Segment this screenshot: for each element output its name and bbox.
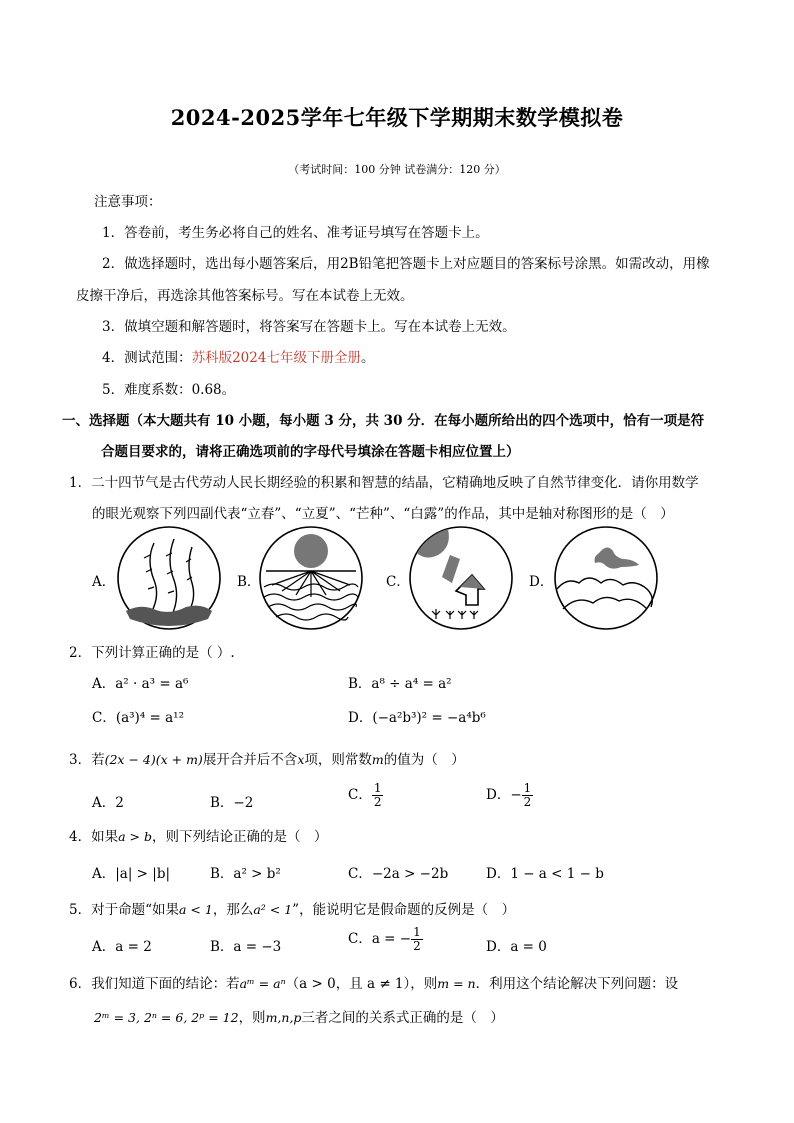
q4-stem-post: ，则下列结论正确的是（ ） (151, 829, 328, 845)
q1-stem-cont: 的眼光观察下列四副代表“立春”、“立夏”、“芒种”、“白露”的作品，其中是轴对称图形的是（ ） (92, 506, 674, 522)
note-5: 5．难度系数：0.68。 (102, 382, 236, 398)
mangzhong-figure (408, 525, 514, 631)
q5-option-c-fraction: $\frac{1}{2}$ (413, 925, 421, 953)
q4-option-c: C．−2a > −2b (348, 866, 449, 882)
q5-option-b: B．a = −3 (210, 939, 282, 955)
q6-stem-mid: ，则 (410, 976, 438, 992)
q1-label-a: A． (92, 574, 116, 590)
q3-option-c-label: C． (348, 787, 372, 803)
bailu-figure (553, 525, 659, 631)
q6-equation-1: aᵐ = aⁿ (239, 976, 286, 991)
q3-stem-post: 的值为（ ） (383, 752, 465, 768)
q6-stem-pre: 6．我们知道下面的结论：若 (69, 976, 240, 992)
q3-option-c-fraction: $\frac{1}{2}$ (373, 781, 382, 809)
q6-given-values: 2ᵐ = 3, 2ⁿ = 6, 2ᵖ = 12 (94, 1010, 239, 1025)
q6-variables: m,n,p (265, 1010, 302, 1025)
note-4-prefix: 4．测试范围： (102, 350, 192, 366)
q2-option-c: C．(a³)⁴ = a¹² (92, 710, 185, 726)
q4-stem-pre: 4．如果 (69, 829, 119, 845)
section-heading-cont: 合题目要求的，请将正确选项前的字母代号填涂在答题卡相应位置上） (101, 444, 520, 460)
q6-condition: （a > 0，且 a ≠ 1） (285, 976, 411, 992)
note-2: 2．做选择题时，选出每小题答案后，用2B铅笔把答题卡上对应题目的答案标号涂黑。如需改动，用橡 (102, 256, 710, 272)
q2-option-b: B．a⁸ ÷ a⁴ = a² (348, 676, 452, 692)
q4-option-b: B．a² > b² (210, 866, 281, 882)
q6-stem-post: ．利用这个结论解决下列问题：设 (475, 976, 679, 992)
q1-label-c: C． (386, 574, 410, 590)
q6-stem (69, 972, 678, 992)
q3-option-d (486, 782, 533, 809)
note-4-suffix: 。 (360, 350, 375, 366)
lixia-figure (258, 525, 364, 631)
q5-stem-pre: 5．对于命题“如果 (69, 902, 179, 918)
q2-option-a: A．a² · a³ = a⁶ (92, 676, 189, 692)
q3-stem-pre: 3．若 (69, 752, 105, 768)
note-4 (102, 346, 374, 366)
exam-info: （考试时间：100 分钟 试卷满分：120 分） (288, 163, 506, 176)
q6-stem-cont (94, 1006, 504, 1026)
q6-stem-post2: 三者之间的关系式正确的是（ ） (301, 1010, 504, 1026)
q6-stem-mid2: ，则 (238, 1010, 266, 1026)
q5-option-c (348, 926, 423, 953)
note-3: 3．做填空题和解答题时，将答案写在答题卡上。写在本试卷上无效。 (102, 319, 516, 335)
section-heading: 一、选择题（本大题共有 10 小题，每小题 3 分，共 30 分．在每小题所给出的四个选项中，恰有一项是符 (62, 413, 705, 429)
q3-option-b: B．−2 (210, 795, 254, 811)
q5-condition-2: a² < 1 (253, 902, 293, 917)
q3-option-a: A．2 (92, 795, 124, 811)
q3-var-x: x (297, 752, 305, 767)
q6-equation-2: m = n (437, 976, 476, 991)
q5-condition-1: a < 1 (179, 902, 213, 917)
note-1: 1．答卷前，考生务必将自己的姓名、准考证号填写在答题卡上。 (102, 225, 489, 241)
q2-stem: 2．下列计算正确的是（ ）. (69, 645, 235, 661)
page-title: 2024-2025学年七年级下学期期末数学模拟卷 (170, 105, 624, 130)
q3-expression: (2x − 4)(x + m) (104, 752, 203, 767)
q4-option-d: D．1 − a < 1 − b (486, 866, 604, 882)
q4-condition: a > b (118, 829, 152, 844)
notes-heading: 注意事项： (94, 194, 162, 210)
q2-option-d: D．(−a²b³)² = −a⁴b⁶ (348, 710, 486, 726)
q3-option-d-label: D．− (486, 787, 522, 803)
q3-option-d-fraction: $\frac{1}{2}$ (523, 781, 532, 809)
q4-option-a: A．|a| > |b| (92, 866, 171, 882)
q1-label-b: B． (237, 574, 261, 590)
q3-stem-mid2: 项，则常数 (304, 752, 372, 768)
q3-stem-mid: 展开合并后不含 (202, 752, 298, 768)
q1-label-d: D． (529, 574, 554, 590)
note-2-cont: 皮擦干净后，再选涂其他答案标号。写在本试卷上无效。 (76, 288, 414, 304)
q3-stem (69, 748, 465, 768)
q3-option-c (348, 782, 383, 809)
q5-stem-mid: ，那么 (212, 902, 254, 918)
q4-stem (69, 825, 327, 845)
q5-option-c-label: C．a = − (348, 931, 412, 947)
lichun-figure (116, 525, 222, 631)
q3-var-m: m (371, 752, 384, 767)
q5-option-a: A．a = 2 (92, 939, 152, 955)
q5-stem-post: ”，能说明它是假命题的反例是（ ） (292, 902, 516, 918)
q1-stem: 1．二十四节气是古代劳动人民长期经验的积累和智慧的结晶，它精确地反映了自然节律变化．请你用数学 (69, 475, 699, 491)
q5-option-d: D．a = 0 (486, 939, 547, 955)
q5-stem (69, 898, 515, 918)
test-scope: 苏科版2024七年级下册全册 (191, 350, 361, 366)
